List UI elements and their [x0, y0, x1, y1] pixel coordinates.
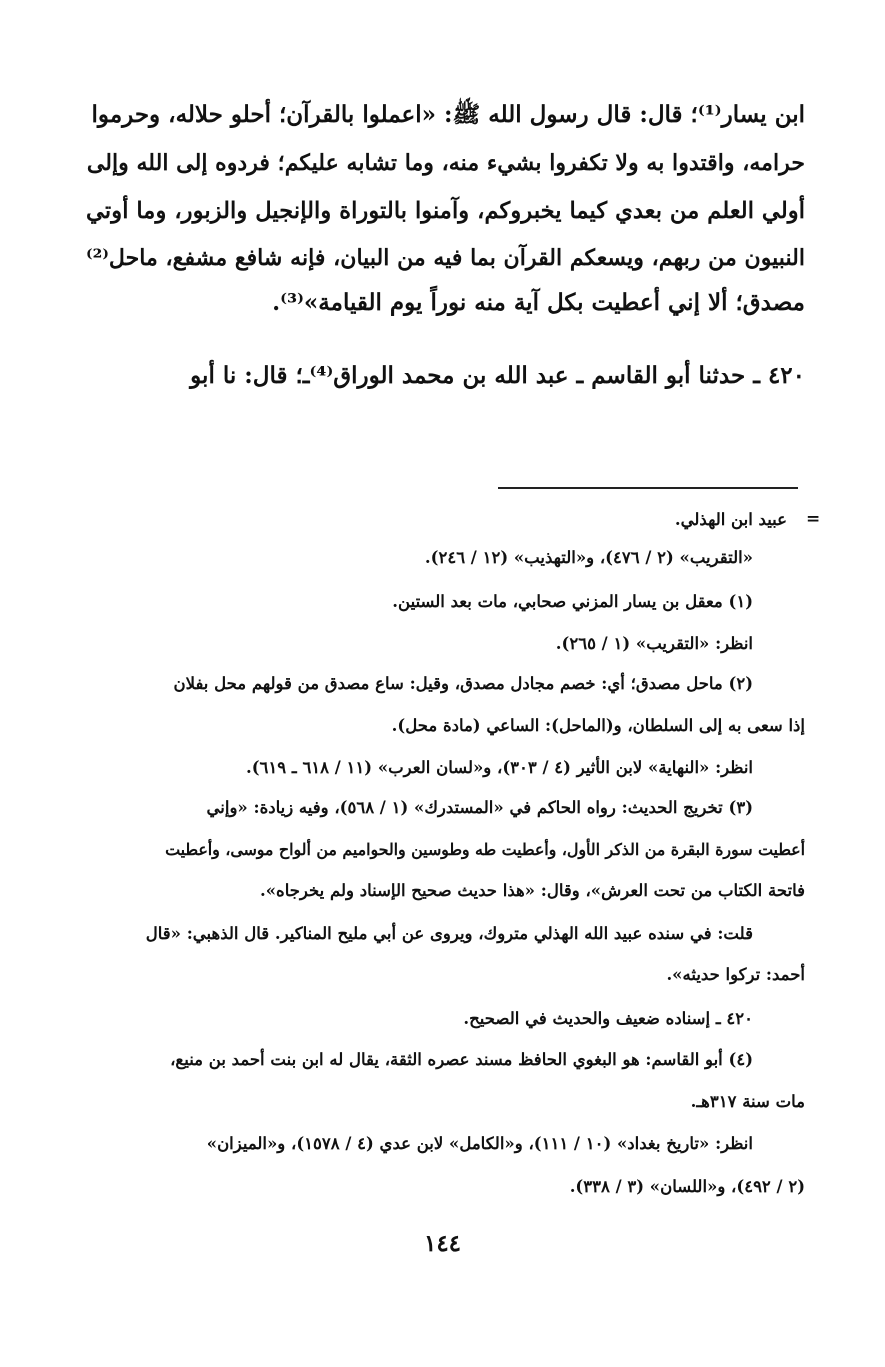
footnote-line: (٢ / ٤٩٢)، و«اللسان» (٣ / ٣٣٨).: [569, 1177, 805, 1196]
footnote-line: عبيد ابن الهذلي.: [674, 510, 787, 529]
page-number: ١٤٤: [423, 1230, 462, 1257]
main-text-line: حرامه، واقتدوا به ولا تكفروا بشيء منه، وما تشابه عليكم؛ فردوه إلى الله وإلى: [86, 150, 805, 176]
footnote-line: مات سنة ٣١٧هـ.: [690, 1092, 805, 1111]
footnote-line: فاتحة الكتاب من تحت العرش»، وقال: «هذا حديث صحيح الإسناد ولم يخرجاه».: [260, 881, 805, 900]
footnote-line: انظر: «تاريخ بغداد» (١٠ / ١١١)، و«الكامل» لابن عدي (٤ / ١٥٧٨)، و«الميزان»: [206, 1134, 753, 1153]
continuation-mark: =: [806, 509, 821, 529]
main-text-line: أولي العلم من بعدي كيما يخبروكم، وآمنوا بالتوراة والإنجيل والزبور، وما أوتي: [86, 198, 805, 224]
main-text-line: النبيون من ربهم، ويسعكم القرآن بما فيه من البيان، فإنه شافع مشفع، ماحل⁽²⁾: [86, 245, 805, 271]
footnote-line: انظر: «النهاية» لابن الأثير (٤ / ٣٠٣)، و«لسان العرب» (١١ / ٦١٨ ـ ٦١٩).: [245, 758, 753, 777]
hadith-420-heading: ٤٢٠ ـ حدثنا أبو القاسم ـ عبد الله بن محمد الوراق⁽⁴⁾ـ؛ قال: نا أبو: [190, 362, 805, 389]
footnote-line: ٤٢٠ ـ إسناده ضعيف والحديث في الصحيح.: [463, 1009, 753, 1028]
footnote-line: أعطيت سورة البقرة من الذكر الأول، وأعطيت طه وطوسين والحواميم من ألواح موسى، وأعطيت: [165, 840, 805, 859]
main-text-line: مصدق؛ ألا إني أعطيت بكل آية منه نوراً يوم القيامة»⁽³⁾.: [272, 289, 805, 316]
footnote-3: (٣) تخريج الحديث: رواه الحاكم في «المستدرك» (١ / ٥٦٨)، وفيه زيادة: «وإني: [206, 798, 753, 817]
footnote-line: انظر: «التقريب» (١ / ٢٦٥).: [555, 634, 753, 653]
footnote-1: (١) معقل بن يسار المزني صحابي، مات بعد الستين.: [392, 592, 753, 611]
footnote-4: (٤) أبو القاسم: هو البغوي الحافظ مسند عصره الثقة، يقال له ابن بنت أحمد بن منيع،: [170, 1050, 753, 1069]
footnote-divider: [498, 487, 798, 489]
main-text-line: ابن يسار⁽¹⁾؛ قال: قال رسول الله ﷺ: «اعملوا بالقرآن؛ أحلو حلاله، وحرموا: [91, 101, 805, 128]
footnote-line: «التقريب» (٢ / ٤٧٦)، و«التهذيب» (١٢ / ٢٤٦).: [424, 548, 753, 567]
footnote-line: إذا سعى به إلى السلطان، و(الماحل): الساعي (مادة محل).: [391, 716, 805, 735]
footnote-2: (٢) ماحل مصدق؛ أي: خصم مجادل مصدق، وقيل: ساع مصدق من قولهم محل بفلان: [173, 674, 753, 693]
footnote-line: أحمد: تركوا حديثه».: [666, 965, 805, 984]
footnote-line: قلت: في سنده عبيد الله الهذلي متروك، ويروى عن أبي مليح المناكير. قال الذهبي: «قال: [145, 924, 753, 943]
